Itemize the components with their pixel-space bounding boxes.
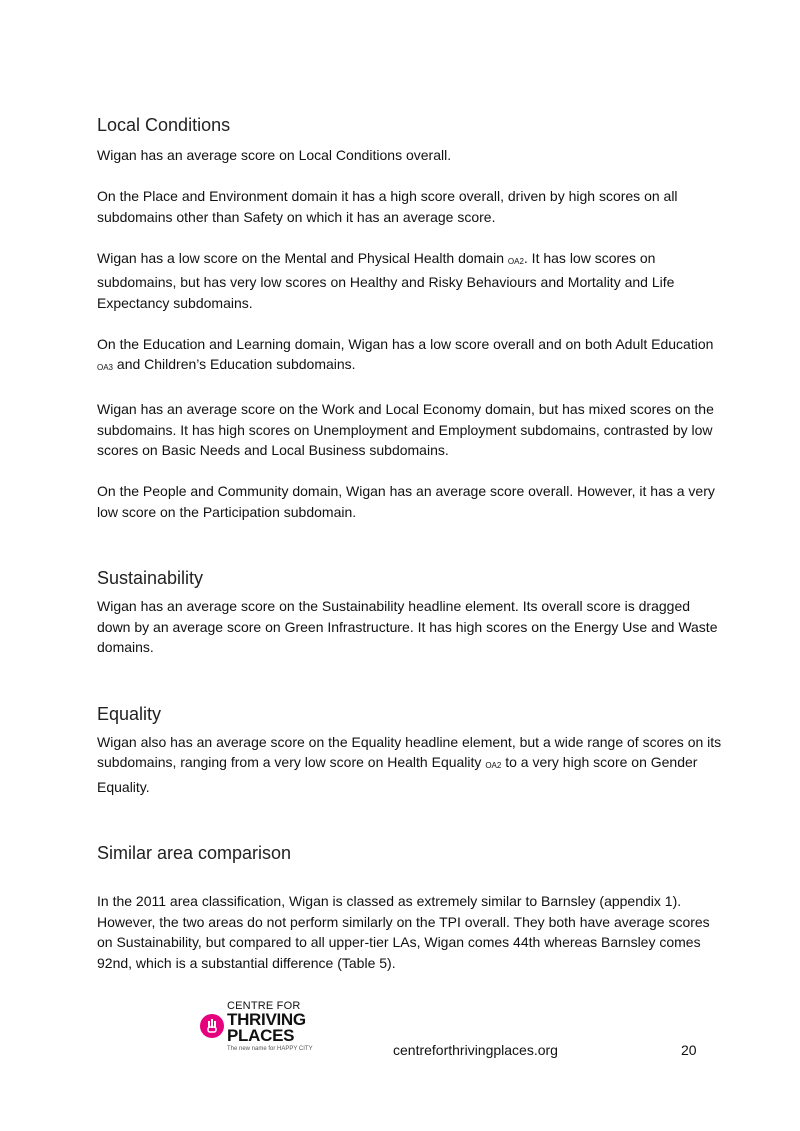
footnote-marker: OA2 <box>507 256 524 266</box>
footnote-marker: OA2 <box>485 761 502 770</box>
paragraph: On the People and Community domain, Wigan has an average score overall. However, it has a very low score on the Participation subdomain. <box>97 483 715 520</box>
logo-hand-icon <box>200 1014 224 1038</box>
paragraph: Wigan has a low score on the Mental and Physical Health domain $_{OA2}$. It has low scores on subdomains, but has very low scores on Healthy and Risky Behaviours and Mortality and Life Expectancy subdomains. <box>97 249 675 311</box>
paragraph: On the Place and Environment domain it has a high score overall, driven by high scores on all subdomains other than Safety on which it has an average score. <box>97 188 678 225</box>
paragraph: Wigan also has an average score on the Equality headline element, but a wide range of scores on its subdomains, ranging from a very low score on Health Equality $_{OA2}$ to a very high score on Gender Equality. <box>97 733 722 795</box>
paragraph: In the 2011 area classification, Wigan is classed as extremely similar to Barnsley (appendix 1). However, the two areas do not perform similarly on the TPI overall. They both have average scores on Sustainability, but compared to all upper-tier LAs, Wigan comes 44th whereas Barnsley comes 92nd, which is a substantial difference (Table 5). <box>97 893 710 971</box>
page-content <box>97 113 723 973</box>
logo-tagline: The new name for HAPPY CITY <box>227 1046 313 1052</box>
logo-text: PLACES <box>227 1026 295 1045</box>
footnote-marker: OA3 <box>97 363 114 372</box>
paragraph: On the Education and Learning domain, Wigan has a low score overall and on both Adult Education $_{OA3}$ and Children’s Education subdomains. <box>97 335 714 372</box>
footer-url: centreforthrivingplaces.org <box>393 1042 558 1058</box>
logo-text: THRIVING <box>227 1010 306 1029</box>
paragraph: Wigan has an average score on Local Conditions overall. <box>97 147 452 163</box>
section-heading-local-conditions: Local Conditions <box>97 115 231 135</box>
logo-text: CENTRE FOR <box>227 1000 301 1012</box>
page-number: 20 <box>681 1042 697 1058</box>
section-heading-similar-area: Similar area comparison <box>97 843 292 863</box>
centre-for-thriving-places-logo <box>200 1000 320 1058</box>
section-heading-equality: Equality <box>97 703 162 724</box>
paragraph: Wigan has an average score on the Work and Local Economy domain, but has mixed scores on the subdomains. It has high scores on Unemployment and Employment subdomains, contrasted by low scores on Basic Needs and Local Business subdomains. <box>97 401 714 458</box>
paragraph: Wigan has an average score on the Sustainability headline element. Its overall score is dragged down by an average score on Green Infrastructure. It has high scores on the Energy Use and Waste domains. <box>97 598 718 655</box>
section-heading-sustainability: Sustainability <box>97 568 204 588</box>
